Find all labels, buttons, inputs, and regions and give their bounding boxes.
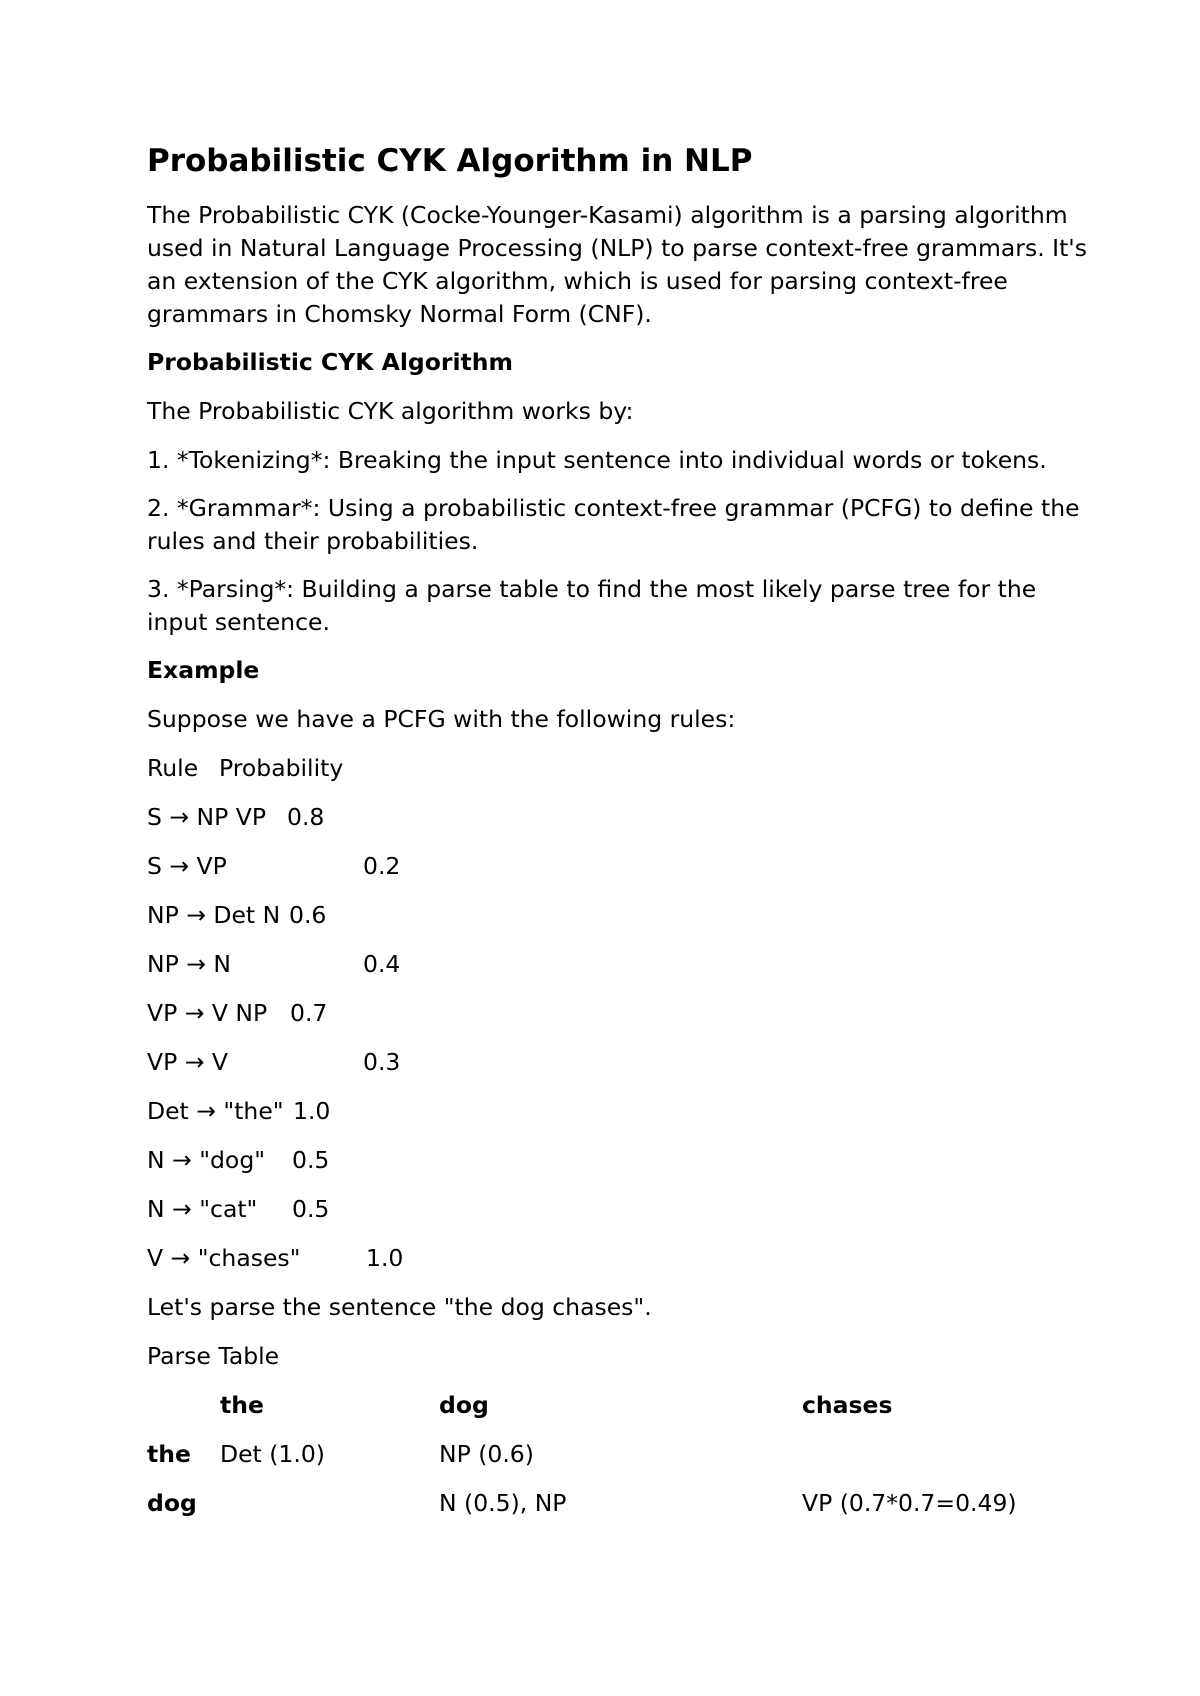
- rule-text: Det → "the": [147, 1097, 284, 1125]
- step-3: 3. *Parsing*: Building a parse table to find the most likely parse tree for the input sentence.: [147, 575, 1037, 636]
- example-heading: Example: [147, 656, 260, 684]
- document-page: [147, 141, 1087, 1536]
- rule-probability: 0.4: [363, 950, 401, 978]
- parse-table-row-label: the: [147, 1440, 191, 1468]
- parse-table-row-label: dog: [147, 1489, 197, 1517]
- parse-table-cell: N (0.5), NP: [439, 1489, 567, 1517]
- rule-probability: 0.2: [363, 852, 401, 880]
- parse-intro: Let's parse the sentence "the dog chases".: [147, 1293, 652, 1321]
- rule-row: [147, 948, 1087, 981]
- rule-row: [147, 1193, 1087, 1226]
- parse-table-cell: NP (0.6): [439, 1440, 534, 1468]
- rule-probability: 0.3: [363, 1048, 401, 1076]
- parse-table-header-row: [147, 1389, 1087, 1422]
- section-heading: Probabilistic CYK Algorithm: [147, 348, 513, 376]
- parse-table: [147, 1389, 1087, 1520]
- rule-row: [147, 801, 1087, 834]
- parse-table-cell: VP (0.7*0.7=0.49): [802, 1489, 1017, 1517]
- step-2: 2. *Grammar*: Using a probabilistic context-free grammar (PCFG) to define the rules and their probabilities.: [147, 494, 1080, 555]
- rule-row: [147, 1046, 1087, 1079]
- rule-text: N → "cat": [147, 1195, 258, 1223]
- rule-text: VP → V: [147, 1048, 228, 1076]
- rule-row: [147, 1144, 1087, 1177]
- rules-header: [147, 752, 1087, 785]
- rule-probability: 1.0: [366, 1244, 404, 1272]
- parse-table-column-header: dog: [439, 1391, 489, 1419]
- rule-row: [147, 850, 1087, 883]
- rule-row: [147, 1095, 1087, 1128]
- rule-probability: 0.7: [290, 999, 328, 1027]
- parse-table-label: Parse Table: [147, 1342, 280, 1370]
- parse-table-column-header: the: [220, 1391, 264, 1419]
- rule-text: S → NP VP: [147, 803, 267, 831]
- parse-table-cell: Det (1.0): [220, 1440, 325, 1468]
- rule-probability: 0.6: [289, 901, 327, 929]
- rule-text: S → VP: [147, 852, 227, 880]
- rule-row: [147, 899, 1087, 932]
- rule-text: N → "dog": [147, 1146, 266, 1174]
- rule-text: VP → V NP: [147, 999, 268, 1027]
- rule-text: NP → Det N: [147, 901, 281, 929]
- rule-row: [147, 997, 1087, 1030]
- rule-probability: 0.8: [287, 803, 325, 831]
- rule-probability: 0.5: [292, 1146, 330, 1174]
- rule-row: [147, 1242, 1087, 1275]
- works-by-text: The Probabilistic CYK algorithm works by:: [147, 397, 634, 425]
- parse-table-row: [147, 1438, 1087, 1471]
- rules-header-rule: Rule: [147, 754, 199, 782]
- step-1: 1. *Tokenizing*: Breaking the input sentence into individual words or tokens.: [147, 446, 1047, 474]
- rule-probability: 1.0: [293, 1097, 331, 1125]
- parse-table-column-header: chases: [802, 1391, 893, 1419]
- suppose-text: Suppose we have a PCFG with the following rules:: [147, 705, 736, 733]
- page-title: Probabilistic CYK Algorithm in NLP: [147, 143, 753, 179]
- parse-table-row: [147, 1487, 1087, 1520]
- intro-paragraph: The Probabilistic CYK (Cocke-Younger-Kasami) algorithm is a parsing algorithm used in Natural Language Processing (NLP) to parse context-free grammars. It's an extension of the CYK algorithm, which is used for parsing context-free grammars in Chomsky Normal Form (CNF).: [147, 201, 1087, 328]
- rule-probability: 0.5: [292, 1195, 330, 1223]
- rule-text: V → "chases": [147, 1244, 301, 1272]
- rule-text: NP → N: [147, 950, 231, 978]
- rules-header-probability: Probability: [219, 754, 344, 782]
